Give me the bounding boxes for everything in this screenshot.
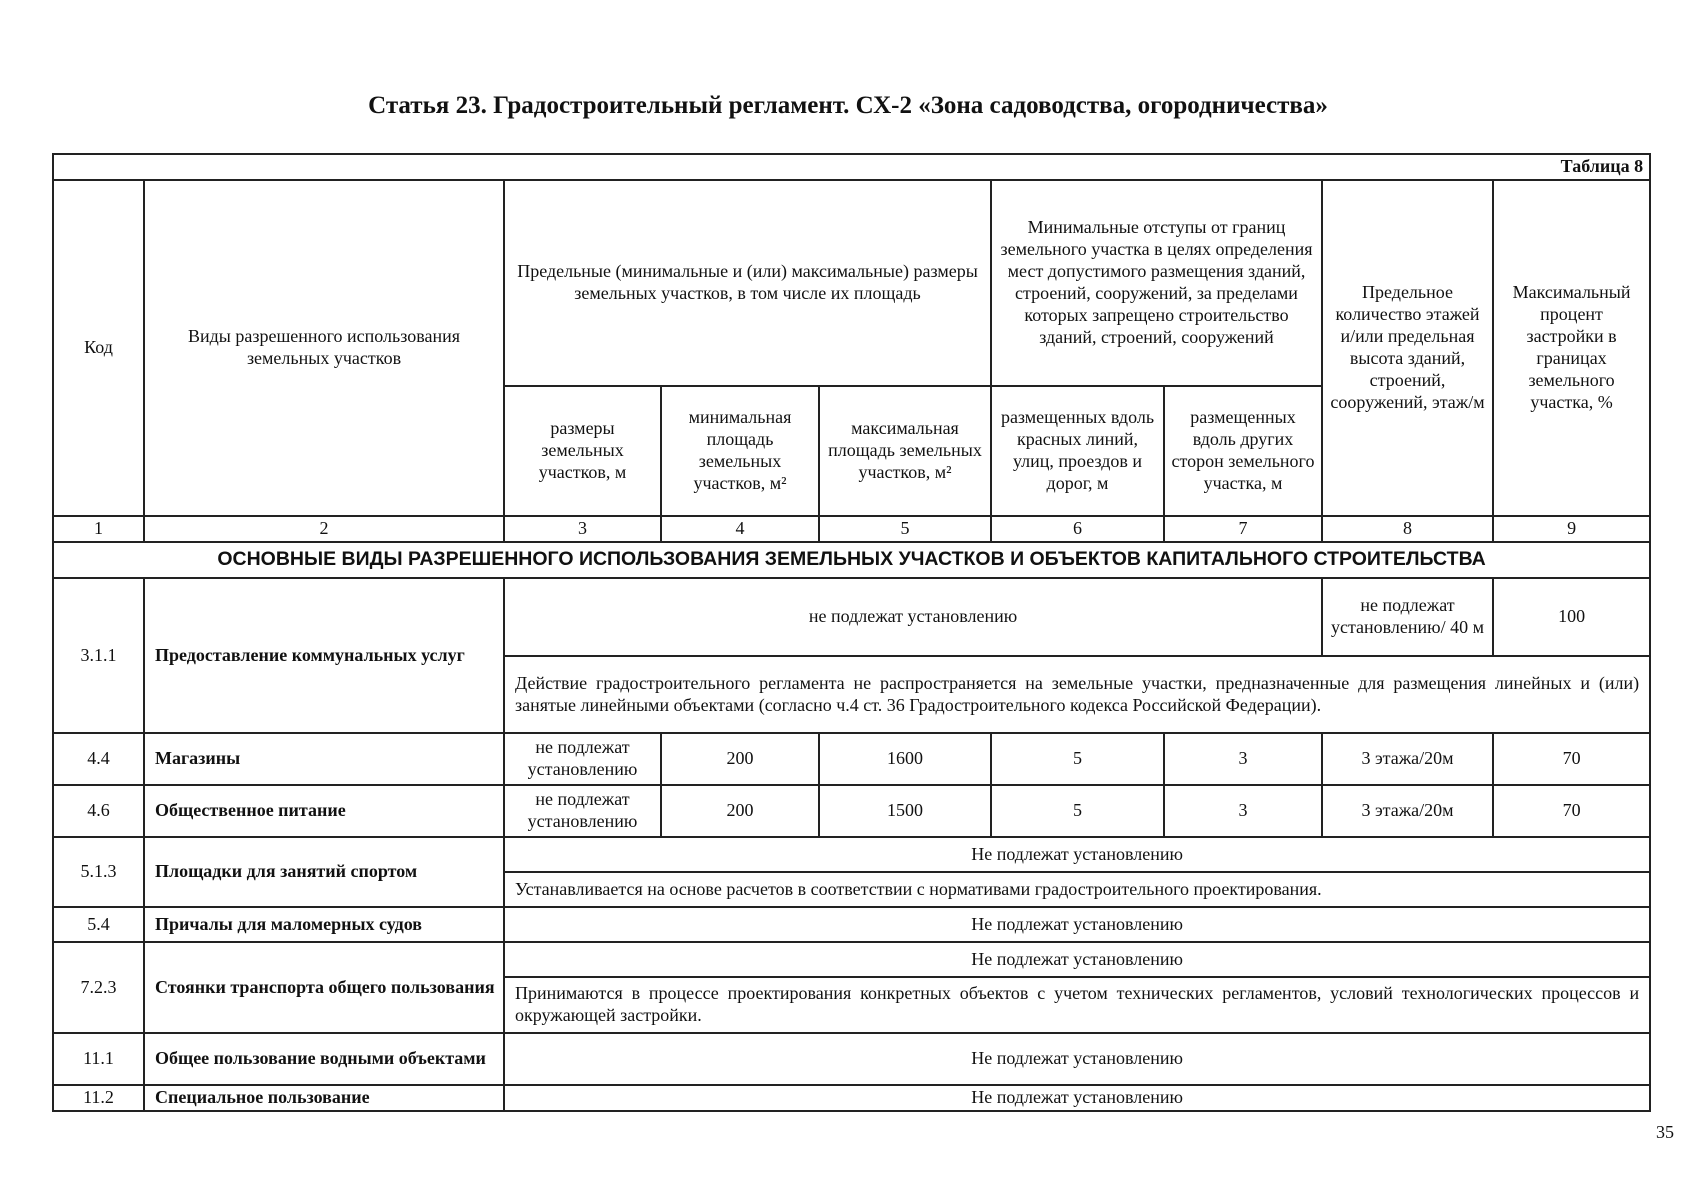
column-number: 7 [1164, 516, 1322, 542]
header-setbacks: Минимальные отступы от границ земельного участка в целях определения мест допустимого размещения зданий, строений, сооружений, за пределами которых запрещено строительство зданий, строений, сооружений [991, 180, 1322, 386]
row-note: Действие градостроительного регламента не распространяется на земельные участки, предназначенные для размещения линейных и (или) занятые линейными объектами (согласно ч.4 ст. 36 Градостроительного кодекса Российской Федерации). [504, 656, 1650, 733]
header-plot-limits: Предельные (минимальные и (или) максимальные) размеры земельных участков, в том числе их площадь [504, 180, 991, 386]
row-name: Предоставление коммунальных услуг [144, 578, 504, 733]
row-name: Общее пользование водными объектами [144, 1033, 504, 1085]
row-max-area: 1600 [819, 733, 991, 785]
column-number: 3 [504, 516, 661, 542]
row-coverage: 70 [1493, 733, 1650, 785]
table-row [53, 1033, 1650, 1085]
table-label-row [53, 154, 1650, 180]
table-row [53, 907, 1650, 942]
row-floors: 3 этажа/20м [1322, 785, 1493, 837]
table-row [53, 578, 1650, 656]
row-name: Стоянки транспорта общего пользования [144, 942, 504, 1033]
section-title: ОСНОВНЫЕ ВИДЫ РАЗРЕШЕННОГО ИСПОЛЬЗОВАНИЯ ЗЕМЕЛЬНЫХ УЧАСТКОВ И ОБЪЕКТОВ КАПИТАЛЬНОГО СТРОИТЕЛЬСТВА [53, 542, 1650, 578]
table-row [53, 837, 1650, 872]
row-min-area: 200 [661, 785, 819, 837]
row-code: 11.2 [53, 1085, 144, 1111]
table-row [53, 785, 1650, 837]
row-setback-red: 5 [991, 785, 1164, 837]
row-code: 3.1.1 [53, 578, 144, 733]
row-name: Общественное питание [144, 785, 504, 837]
header-setback-red-lines: размещенных вдоль красных линий, улиц, проездов и дорог, м [991, 386, 1164, 516]
row-setback-red: 5 [991, 733, 1164, 785]
page-title: Статья 23. Градостроительный регламент. СХ-2 «Зона садоводства, огородничества» [368, 92, 1328, 119]
row-limits: Не подлежат установлению [504, 1085, 1650, 1111]
header-coverage: Максимальный процент застройки в границах земельного участка, % [1493, 180, 1650, 516]
column-number: 8 [1322, 516, 1493, 542]
row-max-area: 1500 [819, 785, 991, 837]
header-row-1 [53, 180, 1650, 386]
header-setback-other: размещенных вдоль других сторон земельного участка, м [1164, 386, 1322, 516]
row-limits: не подлежат установлению [504, 578, 1322, 656]
row-name: Площадки для занятий спортом [144, 837, 504, 907]
table-row [53, 1085, 1650, 1111]
page-number: 35 [1656, 1122, 1674, 1142]
row-floors: не подлежат установлению/ 40 м [1322, 578, 1493, 656]
row-code: 4.4 [53, 733, 144, 785]
row-min-area: 200 [661, 733, 819, 785]
column-number: 9 [1493, 516, 1650, 542]
column-number: 6 [991, 516, 1164, 542]
column-number-row [53, 516, 1650, 542]
header-plot-size: размеры земельных участков, м [504, 386, 661, 516]
row-setback-other: 3 [1164, 733, 1322, 785]
header-floors: Предельное количество этажей и/или предельная высота зданий, строений, сооружений, этаж/м [1322, 180, 1493, 516]
header-use-types: Виды разрешенного использования земельных участков [144, 180, 504, 516]
row-name: Специальное пользование [144, 1085, 504, 1111]
column-number: 4 [661, 516, 819, 542]
header-max-area: максимальная площадь земельных участков, м² [819, 386, 991, 516]
row-code: 5.4 [53, 907, 144, 942]
row-limits: Не подлежат установлению [504, 837, 1650, 872]
table-row [53, 942, 1650, 977]
row-code: 11.1 [53, 1033, 144, 1085]
row-coverage: 70 [1493, 785, 1650, 837]
row-note: Устанавливается на основе расчетов в соответствии с нормативами градостроительного проектирования. [504, 872, 1650, 907]
row-code: 5.1.3 [53, 837, 144, 907]
table-label: Таблица 8 [53, 154, 1650, 180]
column-number: 1 [53, 516, 144, 542]
row-code: 4.6 [53, 785, 144, 837]
column-number: 5 [819, 516, 991, 542]
table-row [53, 733, 1650, 785]
row-limits: Не подлежат установлению [504, 1033, 1650, 1085]
row-name: Магазины [144, 733, 504, 785]
row-note: Принимаются в процессе проектирования конкретных объектов с учетом технических регламентов, условий технологических процессов и окружающей застройки. [504, 977, 1650, 1033]
row-name: Причалы для маломерных судов [144, 907, 504, 942]
row-setback-other: 3 [1164, 785, 1322, 837]
section-row [53, 542, 1650, 578]
row-limits: Не подлежат установлению [504, 942, 1650, 977]
header-min-area: минимальная площадь земельных участков, м² [661, 386, 819, 516]
row-coverage: 100 [1493, 578, 1650, 656]
row-limits: Не подлежат установлению [504, 907, 1650, 942]
header-code: Код [53, 180, 144, 516]
row-plot-size: не подлежат установлению [504, 733, 661, 785]
row-plot-size: не подлежат установлению [504, 785, 661, 837]
column-number: 2 [144, 516, 504, 542]
row-floors: 3 этажа/20м [1322, 733, 1493, 785]
row-code: 7.2.3 [53, 942, 144, 1033]
regulation-table [52, 153, 1651, 1112]
